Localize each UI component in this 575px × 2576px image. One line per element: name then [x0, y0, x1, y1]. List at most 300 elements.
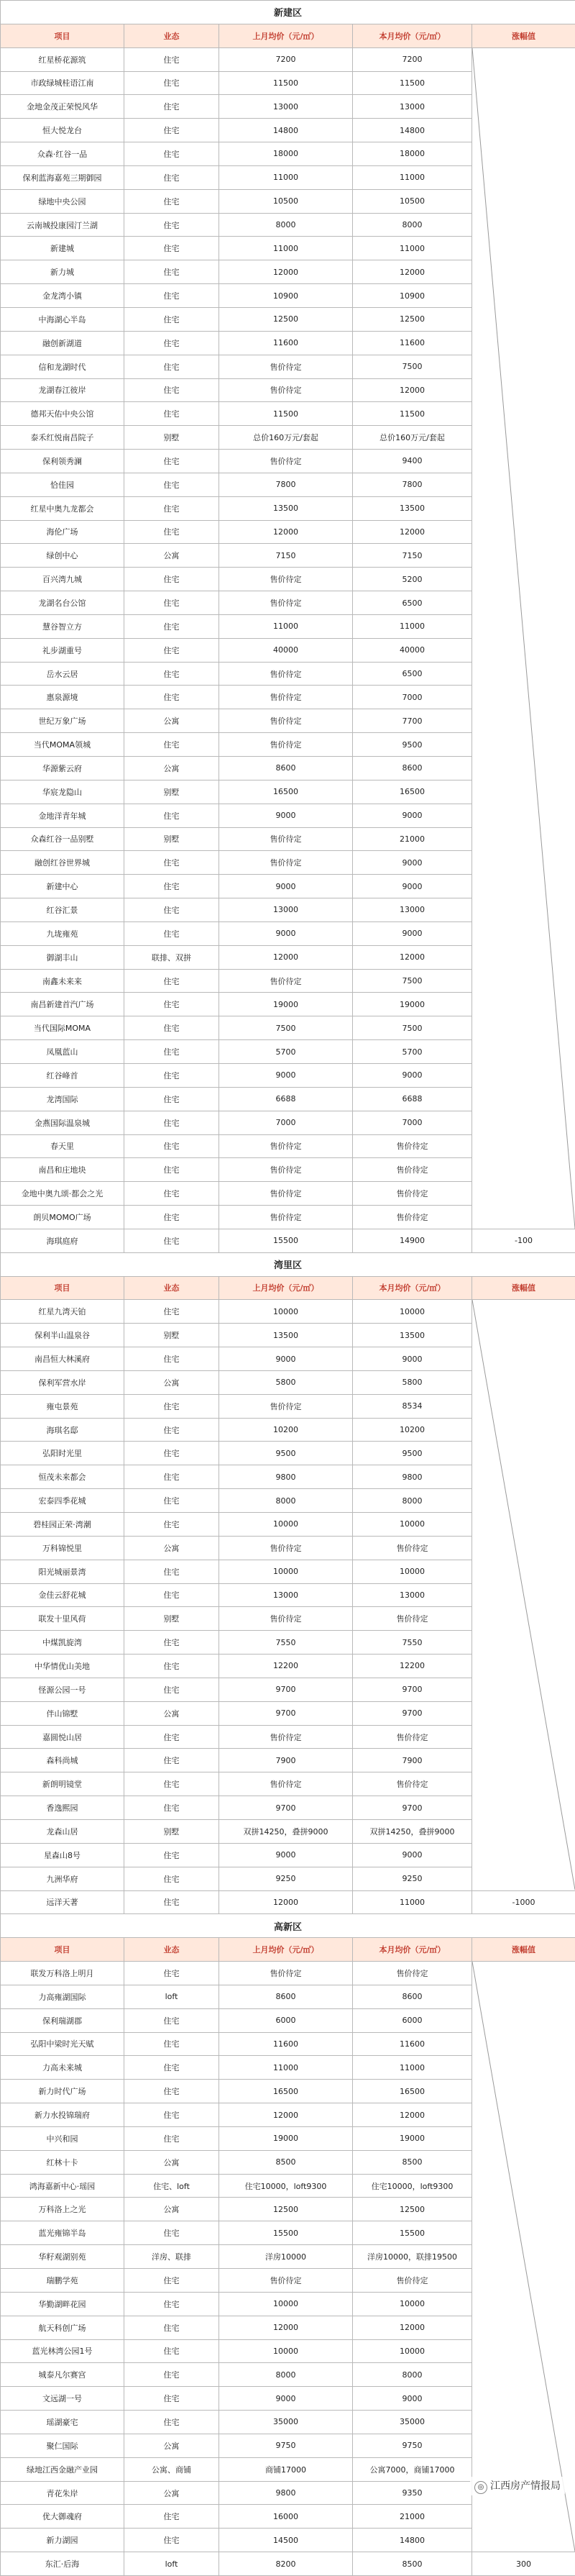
last-month-price: 14800 [219, 119, 353, 142]
project-name: 礼步湖重号 [1, 638, 124, 662]
property-type: 住宅 [124, 2008, 219, 2032]
property-type: 住宅 [124, 142, 219, 166]
property-type: 住宅 [124, 1513, 219, 1537]
property-type: 住宅 [124, 1229, 219, 1252]
column-header: 上月均价（元/㎡） [219, 24, 353, 47]
last-month-price: 12000 [219, 260, 353, 284]
last-month-price: 12000 [219, 945, 353, 969]
wechat-logo-icon: ◎ [474, 2481, 487, 2494]
property-type: 住宅 [124, 165, 219, 189]
project-name: 海伦广场 [1, 520, 124, 544]
this-month-price: 12200 [353, 1655, 472, 1678]
last-month-price: 售价待定 [219, 709, 353, 733]
last-month-price: 7150 [219, 544, 353, 568]
last-month-price: 售价待定 [219, 355, 353, 378]
property-type: 洋房、联排 [124, 2245, 219, 2269]
project-name: 金地中奥九颂·都会之光 [1, 1182, 124, 1206]
project-name: 南昌和庄地块 [1, 1158, 124, 1182]
this-month-price: 7200 [353, 47, 472, 71]
last-month-price: 洋房10000 [219, 2245, 353, 2269]
property-type: 住宅 [124, 1182, 219, 1206]
property-type: 住宅 [124, 213, 219, 237]
project-name: 红星桥花源筑 [1, 47, 124, 71]
change-value: 300 [472, 2552, 575, 2576]
this-month-price: 售价待定 [353, 1536, 472, 1560]
column-header: 业态 [124, 1276, 219, 1300]
project-name: 信和龙湖时代 [1, 355, 124, 378]
property-type: 住宅 [124, 1772, 219, 1796]
last-month-price: 16500 [219, 2080, 353, 2103]
this-month-price: 10000 [353, 1513, 472, 1537]
last-month-price: 售价待定 [219, 1607, 353, 1631]
this-month-price: 16500 [353, 2080, 472, 2103]
project-name: 南昌新建首汽广场 [1, 993, 124, 1016]
last-month-price: 10500 [219, 189, 353, 213]
project-name: 万科锦悦里 [1, 1536, 124, 1560]
this-month-price: 11500 [353, 71, 472, 95]
property-type: 住宅 [124, 520, 219, 544]
property-type: 住宅 [124, 662, 219, 686]
property-type: 住宅 [124, 1583, 219, 1607]
last-month-price: 11500 [219, 402, 353, 426]
project-name: 龙森山居 [1, 1819, 124, 1843]
last-month-price: 售价待定 [219, 1182, 353, 1206]
property-type: 公寓 [124, 2198, 219, 2221]
property-type: 公寓 [124, 2434, 219, 2457]
project-name: 泰禾红悦南昌院子 [1, 426, 124, 450]
project-name: 融创红谷世界城 [1, 851, 124, 875]
property-type: 住宅 [124, 1749, 219, 1772]
project-name: 华籽观湖别苑 [1, 2245, 124, 2269]
property-type: 住宅 [124, 2363, 219, 2387]
last-month-price: 12000 [219, 520, 353, 544]
property-type: loft [124, 1985, 219, 2008]
this-month-price: 8000 [353, 213, 472, 237]
last-month-price: 售价待定 [219, 1962, 353, 1985]
last-month-price: 15500 [219, 2221, 353, 2245]
this-month-price: 11600 [353, 2032, 472, 2056]
project-name: 新建城 [1, 237, 124, 260]
this-month-price: 售价待定 [353, 1206, 472, 1229]
this-month-price: 9500 [353, 733, 472, 757]
project-name: 百兴湾九城 [1, 568, 124, 591]
change-value-merged [472, 1300, 575, 1890]
this-month-price: 10000 [353, 1300, 472, 1324]
last-month-price: 35000 [219, 2411, 353, 2434]
this-month-price: 15500 [353, 2221, 472, 2245]
this-month-price: 9250 [353, 1867, 472, 1890]
project-name: 龙湖名台公馆 [1, 591, 124, 615]
project-name: 绿创中心 [1, 544, 124, 568]
property-type: 住宅 [124, 2316, 219, 2339]
last-month-price: 13500 [219, 1324, 353, 1347]
project-name: 龙湾国际 [1, 1087, 124, 1111]
this-month-price: 总价160万元/套起 [353, 426, 472, 450]
property-type: 别墅 [124, 827, 219, 851]
this-month-price: 9000 [353, 804, 472, 827]
last-month-price: 9700 [219, 1796, 353, 1820]
project-name: 绿地江西金融产业园 [1, 2457, 124, 2481]
last-month-price: 9000 [219, 921, 353, 945]
last-month-price: 售价待定 [219, 1158, 353, 1182]
this-month-price: 公寓7000，商铺17000 [353, 2457, 472, 2481]
last-month-price: 9000 [219, 1843, 353, 1867]
project-name: 红谷汇景 [1, 898, 124, 922]
project-name: 中兴和园 [1, 2126, 124, 2150]
last-month-price: 12500 [219, 307, 353, 331]
property-type: 住宅 [124, 1418, 219, 1442]
last-month-price: 10000 [219, 1560, 353, 1583]
last-month-price: 14500 [219, 2529, 353, 2552]
project-name: 保利军营水岸 [1, 1370, 124, 1394]
project-name: 新力湖园 [1, 2529, 124, 2552]
last-month-price: 18000 [219, 142, 353, 166]
this-month-price: 售价待定 [353, 1134, 472, 1158]
column-header: 涨幅值 [472, 1276, 575, 1300]
this-month-price: 售价待定 [353, 1158, 472, 1182]
property-type: 住宅 [124, 2505, 219, 2529]
this-month-price: 售价待定 [353, 1725, 472, 1749]
last-month-price: 8600 [219, 1985, 353, 2008]
last-month-price: 9500 [219, 1442, 353, 1465]
column-header: 涨幅值 [472, 24, 575, 47]
last-month-price: 7500 [219, 1016, 353, 1040]
this-month-price: 7000 [353, 686, 472, 709]
project-name: 金地洋青年城 [1, 804, 124, 827]
last-month-price: 11500 [219, 71, 353, 95]
this-month-price: 12500 [353, 307, 472, 331]
change-value-merged [472, 47, 575, 1229]
this-month-price: 7500 [353, 969, 472, 993]
property-type: 住宅 [124, 733, 219, 757]
last-month-price: 8500 [219, 2150, 353, 2174]
last-month-price: 15500 [219, 1229, 353, 1252]
this-month-price: 6500 [353, 591, 472, 615]
property-type: 住宅 [124, 1158, 219, 1182]
watermark [470, 2477, 565, 2495]
project-name: 雍屯景苑 [1, 1394, 124, 1418]
property-type: 住宅 [124, 260, 219, 284]
this-month-price: 7000 [353, 1111, 472, 1134]
project-name: 九洲华府 [1, 1867, 124, 1890]
property-type: 住宅 [124, 1300, 219, 1324]
property-type: 住宅 [124, 2080, 219, 2103]
property-type: 住宅 [124, 237, 219, 260]
column-header: 上月均价（元/㎡） [219, 1276, 353, 1300]
this-month-price: 18000 [353, 142, 472, 166]
this-month-price: 10000 [353, 2339, 472, 2363]
project-name: 华宸龙隐山 [1, 780, 124, 804]
this-month-price: 11000 [353, 237, 472, 260]
last-month-price: 11000 [219, 614, 353, 638]
project-name: 绿地中央公园 [1, 189, 124, 213]
property-type: 住宅 [124, 71, 219, 95]
column-header: 项目 [1, 1276, 124, 1300]
last-month-price: 9750 [219, 2434, 353, 2457]
property-type: 公寓 [124, 757, 219, 780]
property-type: 住宅 [124, 1016, 219, 1040]
last-month-price: 9000 [219, 2387, 353, 2411]
last-month-price: 售价待定 [219, 969, 353, 993]
this-month-price: 10500 [353, 189, 472, 213]
last-month-price: 11600 [219, 2032, 353, 2056]
property-type: 住宅 [124, 851, 219, 875]
project-name: 怪源公园一号 [1, 1678, 124, 1701]
project-name: 凤凰蓝山 [1, 1040, 124, 1064]
this-month-price: 13500 [353, 1324, 472, 1347]
property-type: 公寓 [124, 709, 219, 733]
project-name: 蓝光林湾公园1号 [1, 2339, 124, 2363]
property-type: 住宅 [124, 686, 219, 709]
last-month-price: 7800 [219, 473, 353, 496]
last-month-price: 11000 [219, 165, 353, 189]
project-name: 华源紫云府 [1, 757, 124, 780]
project-name: 春天里 [1, 1134, 124, 1158]
property-type: 住宅 [124, 355, 219, 378]
property-type: 住宅 [124, 614, 219, 638]
property-type: 住宅 [124, 2032, 219, 2056]
project-name: 当代MOMA领城 [1, 733, 124, 757]
this-month-price: 8500 [353, 2150, 472, 2174]
last-month-price: 12200 [219, 1655, 353, 1678]
last-month-price: 9000 [219, 875, 353, 898]
project-name: 华勤湖畔花园 [1, 2292, 124, 2316]
column-header: 业态 [124, 24, 219, 47]
property-type: 住宅 [124, 473, 219, 496]
last-month-price: 售价待定 [219, 450, 353, 473]
project-name: 海琪名邸 [1, 1418, 124, 1442]
watermark-text: 江西房产情报局 [490, 2480, 561, 2492]
this-month-price: 6000 [353, 2008, 472, 2032]
last-month-price: 12000 [219, 1890, 353, 1914]
project-name: 保利半山温泉谷 [1, 1324, 124, 1347]
this-month-price: 洋房10000，联排19500 [353, 2245, 472, 2269]
project-name: 青花朱岸 [1, 2481, 124, 2505]
last-month-price: 16000 [219, 2505, 353, 2529]
property-type: 住宅 [124, 331, 219, 355]
this-month-price: 19000 [353, 993, 472, 1016]
project-name: 嘉圆悦山居 [1, 1725, 124, 1749]
last-month-price: 9000 [219, 1063, 353, 1087]
column-header: 上月均价（元/㎡） [219, 1938, 353, 1962]
project-name: 金龙湾小镇 [1, 284, 124, 308]
property-type: 住宅 [124, 898, 219, 922]
this-month-price: 9000 [353, 851, 472, 875]
project-name: 伴山锦墅 [1, 1701, 124, 1725]
this-month-price: 10200 [353, 1418, 472, 1442]
property-type: 住宅 [124, 2103, 219, 2127]
this-month-price: 8600 [353, 1985, 472, 2008]
last-month-price: 12500 [219, 2198, 353, 2221]
last-month-price: 10000 [219, 1513, 353, 1537]
last-month-price: 8000 [219, 2363, 353, 2387]
this-month-price: 9700 [353, 1701, 472, 1725]
project-name: 瑞鹏学苑 [1, 2269, 124, 2293]
this-month-price: 6500 [353, 662, 472, 686]
property-type: 住宅 [124, 496, 219, 520]
this-month-price: 7900 [353, 1749, 472, 1772]
last-month-price: 9000 [219, 1347, 353, 1371]
property-type: 住宅 [124, 1087, 219, 1111]
this-month-price: 35000 [353, 2411, 472, 2434]
last-month-price: 售价待定 [219, 1536, 353, 1560]
project-name: 优大御魂府 [1, 2505, 124, 2529]
this-month-price: 12000 [353, 2316, 472, 2339]
property-type: 住宅 [124, 1465, 219, 1489]
property-type: 别墅 [124, 1819, 219, 1843]
this-month-price: 12500 [353, 2198, 472, 2221]
project-name: 联发万科洛上明月 [1, 1962, 124, 1985]
project-name: 蓝光雍锦半岛 [1, 2221, 124, 2245]
project-name: 城泰凡尔赛宫 [1, 2363, 124, 2387]
last-month-price: 售价待定 [219, 1772, 353, 1796]
project-name: 恒茂未来都会 [1, 1465, 124, 1489]
project-name: 金燕国际温泉城 [1, 1111, 124, 1134]
project-name: 航天科创广场 [1, 2316, 124, 2339]
project-name: 岳水云居 [1, 662, 124, 686]
last-month-price: 13500 [219, 496, 353, 520]
project-name: 中煤凯旋湾 [1, 1631, 124, 1655]
project-name: 新建中心 [1, 875, 124, 898]
this-month-price: 住宅10000，loft9300 [353, 2174, 472, 2198]
column-header: 本月均价（元/㎡） [353, 1276, 472, 1300]
project-name: 当代国际MOMA [1, 1016, 124, 1040]
property-type: 住宅 [124, 2056, 219, 2080]
this-month-price: 7500 [353, 1016, 472, 1040]
property-type: 住宅 [124, 2387, 219, 2411]
project-name: 德邦天佑中央公馆 [1, 402, 124, 426]
last-month-price: 9700 [219, 1701, 353, 1725]
property-type: 住宅 [124, 402, 219, 426]
change-value: -1000 [472, 1890, 575, 1914]
last-month-price: 13000 [219, 1583, 353, 1607]
property-type: 住宅 [124, 1867, 219, 1890]
table-row [1, 1962, 575, 1985]
project-name: 保利领秀澜 [1, 450, 124, 473]
property-type: 住宅 [124, 1560, 219, 1583]
project-name: 恰佳园 [1, 473, 124, 496]
project-name: 聚仁国际 [1, 2434, 124, 2457]
property-type: 住宅 [124, 2126, 219, 2150]
project-name: 万科洛上之光 [1, 2198, 124, 2221]
property-type: 住宅 [124, 2292, 219, 2316]
this-month-price: 8000 [353, 2363, 472, 2387]
last-month-price: 售价待定 [219, 1725, 353, 1749]
this-month-price: 8500 [353, 2552, 472, 2576]
property-type: 公寓 [124, 1370, 219, 1394]
property-type: 住宅 [124, 2269, 219, 2293]
table-header-row [1, 1276, 575, 1300]
this-month-price: 5200 [353, 568, 472, 591]
last-month-price: 10000 [219, 2339, 353, 2363]
this-month-price: 14800 [353, 2529, 472, 2552]
this-month-price: 双拼14250，叠拼9000 [353, 1819, 472, 1843]
last-month-price: 16500 [219, 780, 353, 804]
column-header: 业态 [124, 1938, 219, 1962]
this-month-price: 7700 [353, 709, 472, 733]
last-month-price: 19000 [219, 993, 353, 1016]
this-month-price: 9700 [353, 1796, 472, 1820]
column-header: 本月均价（元/㎡） [353, 1938, 472, 1962]
property-type: 住宅 [124, 1962, 219, 1985]
property-type: 住宅 [124, 1631, 219, 1655]
this-month-price: 9000 [353, 875, 472, 898]
project-name: 联发十里风荷 [1, 1607, 124, 1631]
table-row [1, 1890, 575, 1914]
property-type: 公寓 [124, 1701, 219, 1725]
project-name: 香逸熙园 [1, 1796, 124, 1820]
last-month-price: 售价待定 [219, 733, 353, 757]
this-month-price: 9000 [353, 1843, 472, 1867]
property-type: 住宅 [124, 450, 219, 473]
last-month-price: 6000 [219, 2008, 353, 2032]
table-header-row [1, 1938, 575, 1962]
table-row [1, 1300, 575, 1324]
property-type: 住宅 [124, 638, 219, 662]
project-name: 星森山8号 [1, 1843, 124, 1867]
last-month-price: 11600 [219, 331, 353, 355]
this-month-price: 售价待定 [353, 1772, 472, 1796]
property-type: 公寓、商铺 [124, 2457, 219, 2481]
last-month-price: 10000 [219, 2292, 353, 2316]
section-title-row [1, 1, 575, 24]
this-month-price: 11000 [353, 2056, 472, 2080]
change-value-merged [472, 1962, 575, 2552]
project-name: 众森红谷一品别墅 [1, 827, 124, 851]
this-month-price: 13000 [353, 898, 472, 922]
section-title: 新建区 [1, 1, 575, 24]
this-month-price: 8600 [353, 757, 472, 780]
last-month-price: 13000 [219, 95, 353, 119]
property-type: 住宅、loft [124, 2174, 219, 2198]
this-month-price: 11000 [353, 614, 472, 638]
this-month-price: 9400 [353, 450, 472, 473]
last-month-price: 售价待定 [219, 851, 353, 875]
project-name: 世纪万象广场 [1, 709, 124, 733]
this-month-price: 19000 [353, 2126, 472, 2150]
last-month-price: 9800 [219, 2481, 353, 2505]
last-month-price: 10900 [219, 284, 353, 308]
project-name: 云南城投康园汀兰湖 [1, 213, 124, 237]
project-name: 九垅雍苑 [1, 921, 124, 945]
this-month-price: 7500 [353, 355, 472, 378]
project-name: 弘阳时光里 [1, 1442, 124, 1465]
project-name: 龙湖春江彼岸 [1, 378, 124, 402]
last-month-price: 9250 [219, 1867, 353, 1890]
this-month-price: 9500 [353, 1442, 472, 1465]
this-month-price: 售价待定 [353, 1607, 472, 1631]
this-month-price: 8000 [353, 1489, 472, 1513]
section-title-row [1, 1252, 575, 1276]
last-month-price: 6688 [219, 1087, 353, 1111]
property-type: 住宅 [124, 284, 219, 308]
this-month-price: 售价待定 [353, 1962, 472, 1985]
this-month-price: 14800 [353, 119, 472, 142]
last-month-price: 10000 [219, 1300, 353, 1324]
this-month-price: 12000 [353, 378, 472, 402]
property-type: 住宅 [124, 591, 219, 615]
change-value: -100 [472, 1229, 575, 1252]
last-month-price: 总价160万元/套起 [219, 426, 353, 450]
project-name: 慧谷智立方 [1, 614, 124, 638]
project-name: 中海湖心半岛 [1, 307, 124, 331]
project-name: 文远湖一号 [1, 2387, 124, 2411]
last-month-price: 13000 [219, 898, 353, 922]
this-month-price: 13500 [353, 496, 472, 520]
project-name: 新朗明镜堂 [1, 1772, 124, 1796]
last-month-price: 9000 [219, 804, 353, 827]
project-name: 碧桂园正荣·湾潮 [1, 1513, 124, 1537]
